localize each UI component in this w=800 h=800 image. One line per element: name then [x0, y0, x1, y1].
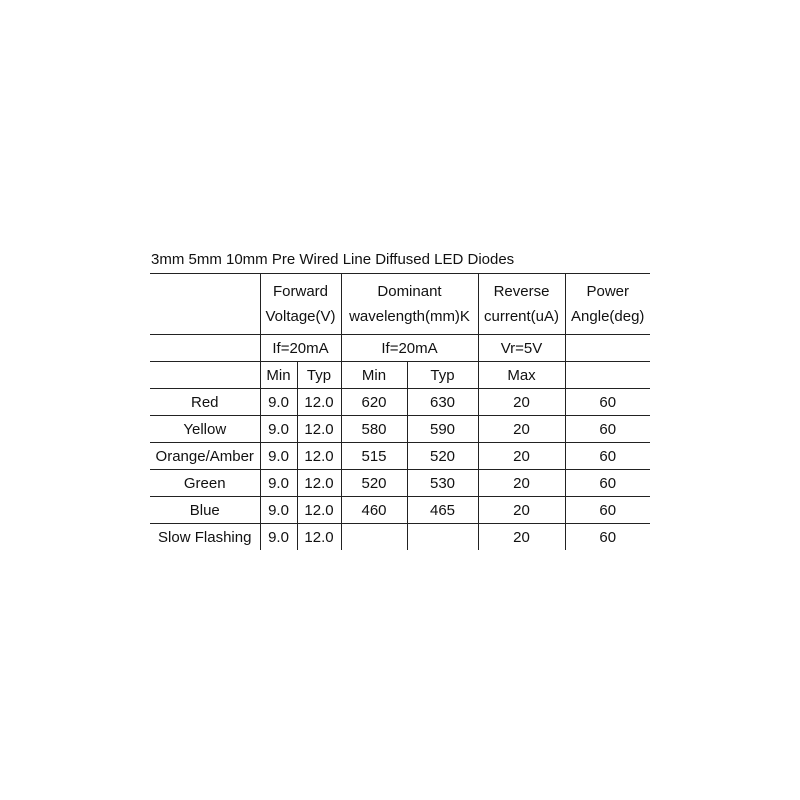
forward-voltage-header-line2: Voltage(V) [265, 307, 336, 325]
reverse-current-header [478, 273, 565, 335]
dw-min-value: 515 [341, 443, 407, 470]
table-title: 3mm 5mm 10mm Pre Wired Line Diffused LED Diodes [151, 251, 515, 268]
fv-typ-value: 12.0 [297, 497, 341, 524]
row-color-name: Blue [150, 497, 260, 524]
fv-typ-value: 12.0 [297, 416, 341, 443]
power-angle-header-line1: Power [586, 282, 630, 300]
fv-min-value: 9.0 [260, 497, 297, 524]
dw-typ-value: 630 [407, 389, 478, 416]
rc-max-value: 20 [478, 524, 565, 551]
table-row [150, 470, 650, 497]
dw-min-value: 580 [341, 416, 407, 443]
dominant-wavelength-header [341, 273, 478, 335]
rc-max-value: 20 [478, 443, 565, 470]
angle-value: 60 [565, 389, 650, 416]
fv-min-value: 9.0 [260, 389, 297, 416]
row-color-name: Green [150, 470, 260, 497]
header-blank-cell [150, 273, 260, 335]
dw-typ-value [407, 524, 478, 551]
dominant-condition: If=20mA [341, 335, 478, 362]
fv-min-value: 9.0 [260, 524, 297, 551]
rc-max-value: 20 [478, 470, 565, 497]
table-row [150, 389, 650, 416]
dw-min-value: 520 [341, 470, 407, 497]
forward-condition: If=20mA [260, 335, 341, 362]
rc-max-value: 20 [478, 497, 565, 524]
angle-value: 60 [565, 470, 650, 497]
table-row [150, 416, 650, 443]
led-spec-table [150, 273, 650, 550]
dw-min-value: 620 [341, 389, 407, 416]
condition-row [150, 335, 650, 362]
forward-voltage-header [260, 273, 341, 335]
power-angle-header-line2: Angle(deg) [571, 307, 645, 325]
table-row [150, 443, 650, 470]
dw-min-value [341, 524, 407, 551]
dw-min-value: 460 [341, 497, 407, 524]
subheader-blank-cell [150, 362, 260, 389]
row-color-name: Yellow [150, 416, 260, 443]
dw-typ-subheader: Typ [407, 362, 478, 389]
row-color-name: Slow Flashing [158, 528, 252, 546]
angle-value: 60 [565, 497, 650, 524]
fv-min-subheader: Min [260, 362, 297, 389]
rc-max-value: 20 [478, 389, 565, 416]
dw-min-subheader: Min [341, 362, 407, 389]
table-row [150, 524, 650, 551]
row-color-name: Orange/Amber [150, 443, 260, 470]
fv-typ-value: 12.0 [297, 470, 341, 497]
reverse-condition: Vr=5V [478, 335, 565, 362]
reverse-current-header-line2: current(uA) [483, 307, 560, 325]
dw-typ-value: 465 [407, 497, 478, 524]
fv-typ-value: 12.0 [297, 443, 341, 470]
table-row [150, 497, 650, 524]
rc-max-subheader: Max [478, 362, 565, 389]
power-angle-header [565, 273, 650, 335]
fv-typ-subheader: Typ [297, 362, 341, 389]
subheader-row [150, 362, 650, 389]
condition-blank-cell [150, 335, 260, 362]
dw-typ-value: 520 [407, 443, 478, 470]
fv-min-value: 9.0 [260, 443, 297, 470]
fv-typ-value: 12.0 [297, 524, 341, 551]
header-row [150, 273, 650, 335]
reverse-current-header-line1: Reverse [493, 282, 550, 300]
dw-typ-value: 530 [407, 470, 478, 497]
dw-typ-value: 590 [407, 416, 478, 443]
power-condition [565, 335, 650, 362]
fv-min-value: 9.0 [260, 416, 297, 443]
angle-subheader-blank [565, 362, 650, 389]
fv-typ-value: 12.0 [297, 389, 341, 416]
dominant-wavelength-header-line2: wavelength(mm)K [349, 307, 470, 325]
rc-max-value: 20 [478, 416, 565, 443]
dominant-wavelength-header-line1: Dominant [377, 282, 442, 300]
angle-value: 60 [565, 443, 650, 470]
fv-min-value: 9.0 [260, 470, 297, 497]
row-color-name: Red [150, 389, 260, 416]
angle-value: 60 [565, 524, 650, 551]
angle-value: 60 [565, 416, 650, 443]
forward-voltage-header-line1: Forward [272, 282, 328, 300]
